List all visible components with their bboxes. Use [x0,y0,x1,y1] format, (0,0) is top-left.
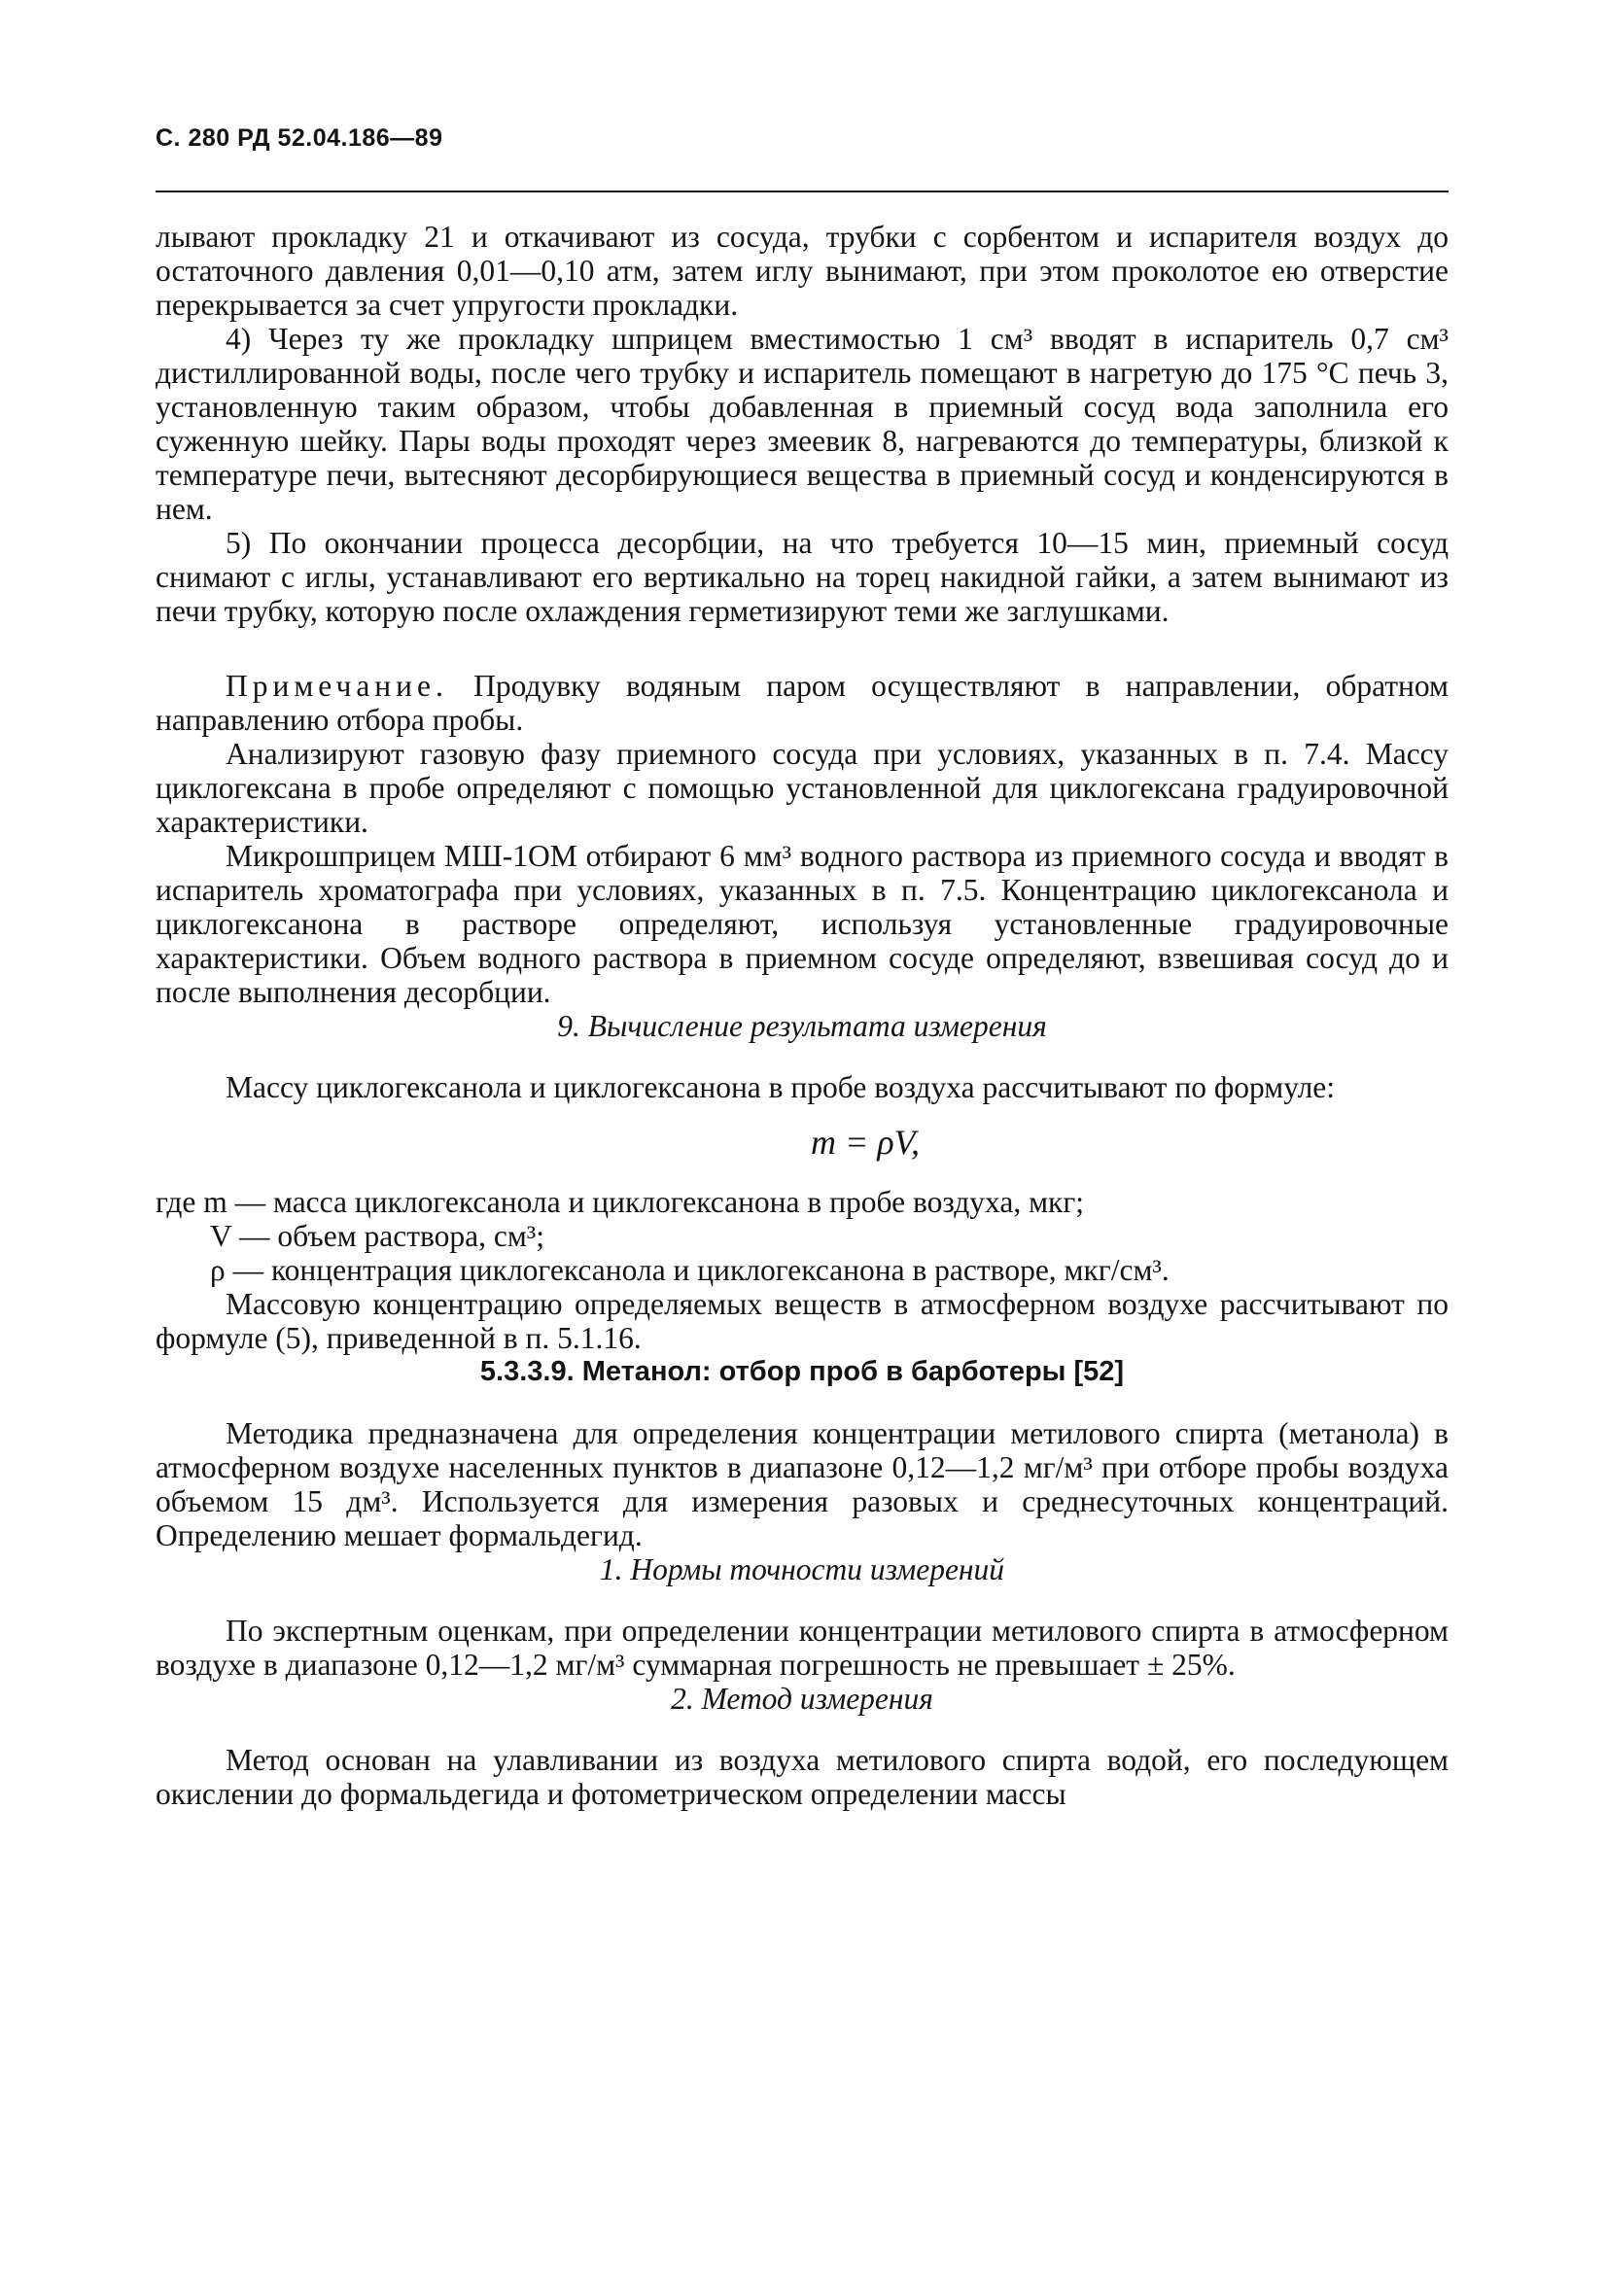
paragraph: лывают прокладку 21 и откачивают из сосуда, трубки с сорбентом и испарителя воздух до остаточного давления 0,01—0,10 атм, затем иглу вынимают, при этом проколотое ею отверстие перекрывается за счет упругости прокладки. [156,220,1449,322]
formula: m = ρV, [811,1123,920,1162]
header-rule [156,191,1449,192]
subsection-heading: 2. Метод измерения [671,1682,933,1716]
definition: V — объем раствора, см³; [210,1219,544,1253]
subsection-heading: 1. Нормы точности измерений [599,1552,1005,1586]
paragraph: Методика предназначена для определения концентрации метилового спирта (метанола) в атмосферном воздухе населенных пунктов в диапазоне 0,12—1,2 мг/м³ при отборе пробы воздуха объемом 15 дм³. Используется для измерения разовых и среднесуточных концентраций. Определению мешает формальдегид. [156,1416,1449,1552]
definition: где m — масса циклогексанола и циклогексанона в пробе воздуха, мкг; [156,1185,1084,1219]
paragraph: Массовую концентрацию определяемых веществ в атмосферном воздухе рассчитывают по формуле (5), приведенной в п. 5.1.16. [156,1287,1449,1355]
note-text: Продувку водяным паром осуществляют в направлении, обратном направлению отбора пробы. [156,669,1449,737]
note-label: Примечание. [226,669,448,703]
formula-definitions [156,1185,1449,1287]
paragraph: Микрошприцем МШ-1ОМ отбирают 6 мм³ водного раствора из приемного сосуда и вводят в испаритель хроматографа при условиях, указанных в п. 7.5. Концентрацию циклогексанола и циклогексанона в растворе определяют, используя установленные градуировочные характеристики. Объем водного раствора в приемном сосуде определяют, взвешивая сосуд до и после выполнения десорбции. [156,839,1449,1009]
paragraph: По экспертным оценкам, при определении концентрации метилового спирта в атмосферном воздухе в диапазоне 0,12—1,2 мг/м³ суммарная погрешность не превышает ± 25%. [156,1614,1449,1682]
paragraph: 4) Через ту же прокладку шприцем вместимостью 1 см³ вводят в испаритель 0,7 см³ дистиллированной воды, после чего трубку и испаритель помещают в нагретую до 175 °С печь 3, установленную таким образом, чтобы добавленная в приемный сосуд вода заполнила его суженную шейку. Пары воды проходят через змеевик 8, нагреваются до температуры, близкой к температуре печи, вытесняют десорбирующиеся вещества в приемный сосуд и конденсируются в нем. [156,322,1449,526]
definition: ρ — концентрация циклогексанола и циклогексанона в растворе, мкг/см³. [210,1253,1170,1287]
note-paragraph [156,669,1449,737]
paragraph: 5) По окончании процесса десорбции, на что требуется 10—15 мин, приемный сосуд снимают с иглы, устанавливают его вертикально на торец накидной гайки, а затем вынимают из печи трубку, которую после охлаждения герметизируют теми же заглушками. [156,526,1449,628]
paragraph: Массу циклогексанола и циклогексанона в пробе воздуха рассчитывают по формуле: [226,1070,1336,1104]
paragraph: Анализируют газовую фазу приемного сосуда при условиях, указанных в п. 7.4. Массу циклогексана в пробе определяют с помощью установленной для циклогексана градуировочной характеристики. [156,737,1449,839]
paragraph: Метод основан на улавливании из воздуха метилового спирта водой, его последующем окислении до формальдегида и фотометрическом определении массы [156,1743,1449,1811]
section-title: 5.3.3.9. Метанол: отбор проб в барботеры [52] [479,1356,1125,1387]
running-head: С. 280 РД 52.04.186—89 [156,124,443,152]
subsection-heading: 9. Вычисление результата измерения [557,1009,1047,1043]
document-body [156,220,1449,1811]
